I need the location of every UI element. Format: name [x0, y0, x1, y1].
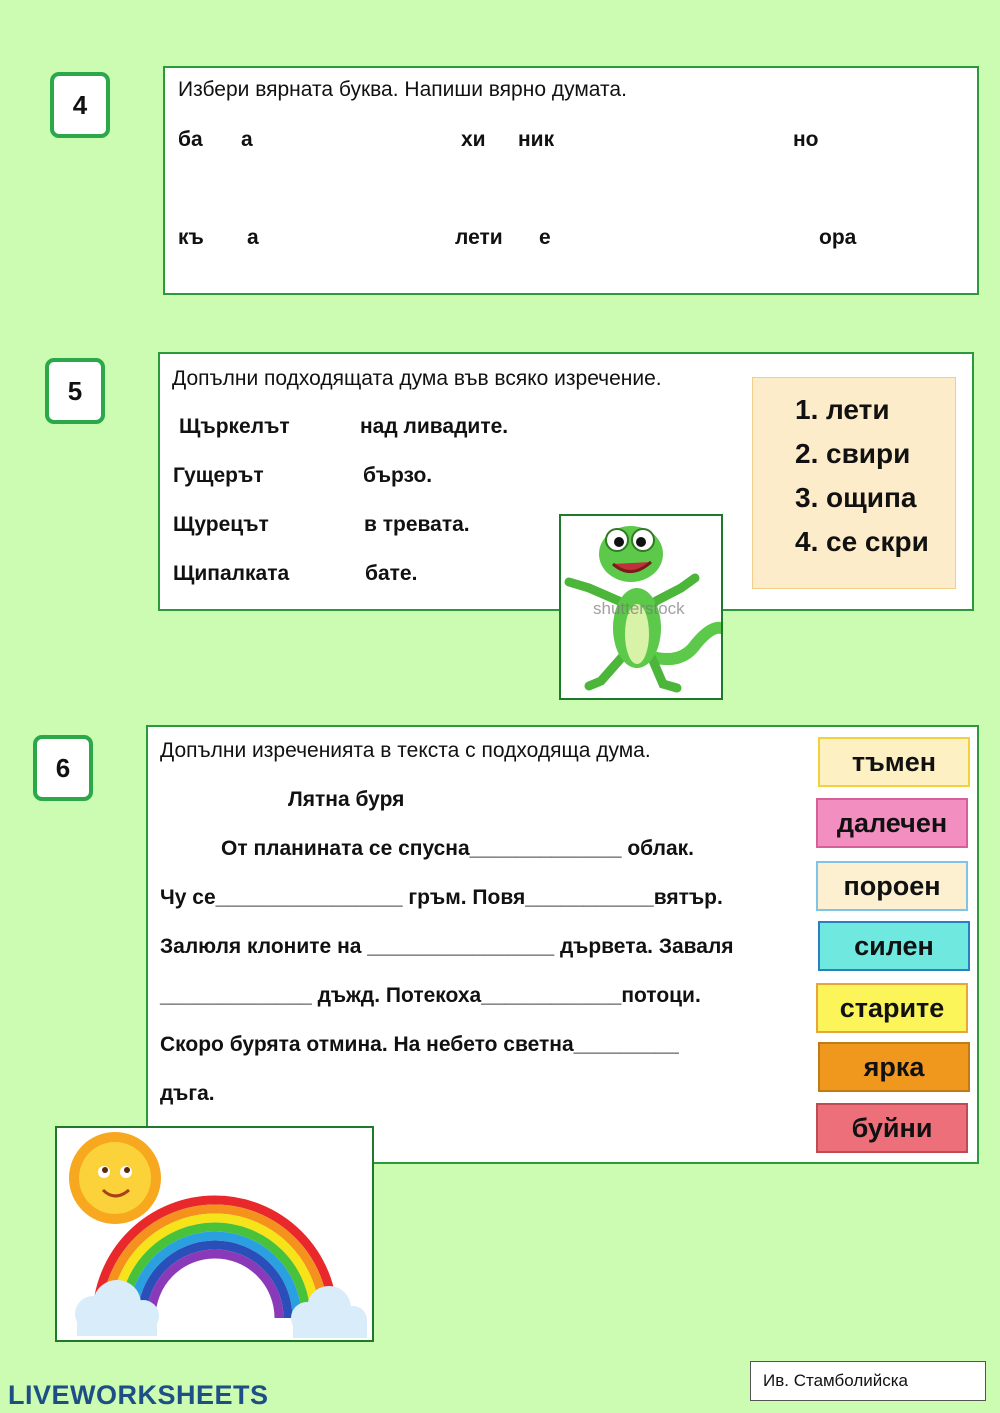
text-line: От планината се спусна_____________ облак. — [221, 837, 694, 860]
text-line: Скоро бурята отмина. На небето светна_________ — [160, 1033, 679, 1056]
exercise-4-instruction: Избери вярната буква. Напиши вярно думата. — [178, 78, 627, 101]
word-option: 3. ощипа — [795, 482, 917, 513]
word-chip[interactable]: силен — [818, 921, 970, 971]
word-part: ора — [819, 226, 857, 249]
word-part: но — [793, 128, 819, 151]
text-title: Лятна буря — [288, 788, 405, 811]
liveworksheets-logo: LIVEWORKSHEETS — [8, 1380, 269, 1410]
lizard-picture — [559, 514, 723, 700]
word-option: 1. лети — [795, 394, 890, 425]
word-part: ник — [518, 128, 555, 151]
exercise-number-6: 6 — [33, 735, 93, 801]
word-part: ба — [178, 128, 203, 151]
exercise-number-5: 5 — [45, 358, 105, 424]
text-line: Чу се________________ гръм. Повя___________вятър. — [160, 886, 723, 909]
exercise-6-instruction: Допълни изреченията в текста с подходяща дума. — [160, 739, 651, 762]
author-label: Ив. Стамболийска — [750, 1361, 986, 1401]
word-chip[interactable]: пороен — [816, 861, 968, 911]
text-line: Залюля клоните на ________________ дървета. Заваля — [160, 935, 734, 958]
word-chip[interactable]: тъмен — [818, 737, 970, 787]
exercise-4-panel — [163, 66, 979, 295]
rainbow-picture — [55, 1126, 374, 1342]
exercise-5-instruction: Допълни подходящата дума във всяко изречение. — [172, 367, 662, 390]
word-options-box — [752, 377, 956, 589]
word-part: а — [247, 226, 259, 249]
sentence-subject: Щурецът — [173, 513, 269, 536]
sentence-rest: бързо. — [363, 464, 433, 487]
sentence-rest: в тревата. — [364, 513, 470, 536]
word-chip[interactable]: буйни — [816, 1103, 968, 1153]
word-chip[interactable]: ярка — [818, 1042, 970, 1092]
word-option: 4. се скри — [795, 526, 929, 557]
exercise-number-4: 4 — [50, 72, 110, 138]
word-part: а — [241, 128, 253, 151]
text-line: дъга. — [160, 1082, 215, 1105]
word-chip[interactable]: старите — [816, 983, 968, 1033]
word-part: лети — [455, 226, 503, 249]
text-line: _____________ дъжд. Потекоха____________потоци. — [160, 984, 701, 1007]
word-option: 2. свири — [795, 438, 911, 469]
sentence-rest: над ливадите. — [360, 415, 509, 438]
watermark-text: shutterstock — [593, 599, 685, 618]
rainbow-illustration — [57, 1128, 372, 1340]
sentence-subject: Щипалката — [173, 562, 290, 585]
sentence-rest: бате. — [365, 562, 418, 585]
sentence-subject: Гущерът — [173, 464, 264, 487]
sentence-subject: Щъркелът — [179, 415, 290, 438]
word-part: хи — [461, 128, 486, 151]
word-chip[interactable]: далечен — [816, 798, 968, 848]
word-part: е — [539, 226, 551, 249]
word-part: къ — [178, 226, 204, 249]
